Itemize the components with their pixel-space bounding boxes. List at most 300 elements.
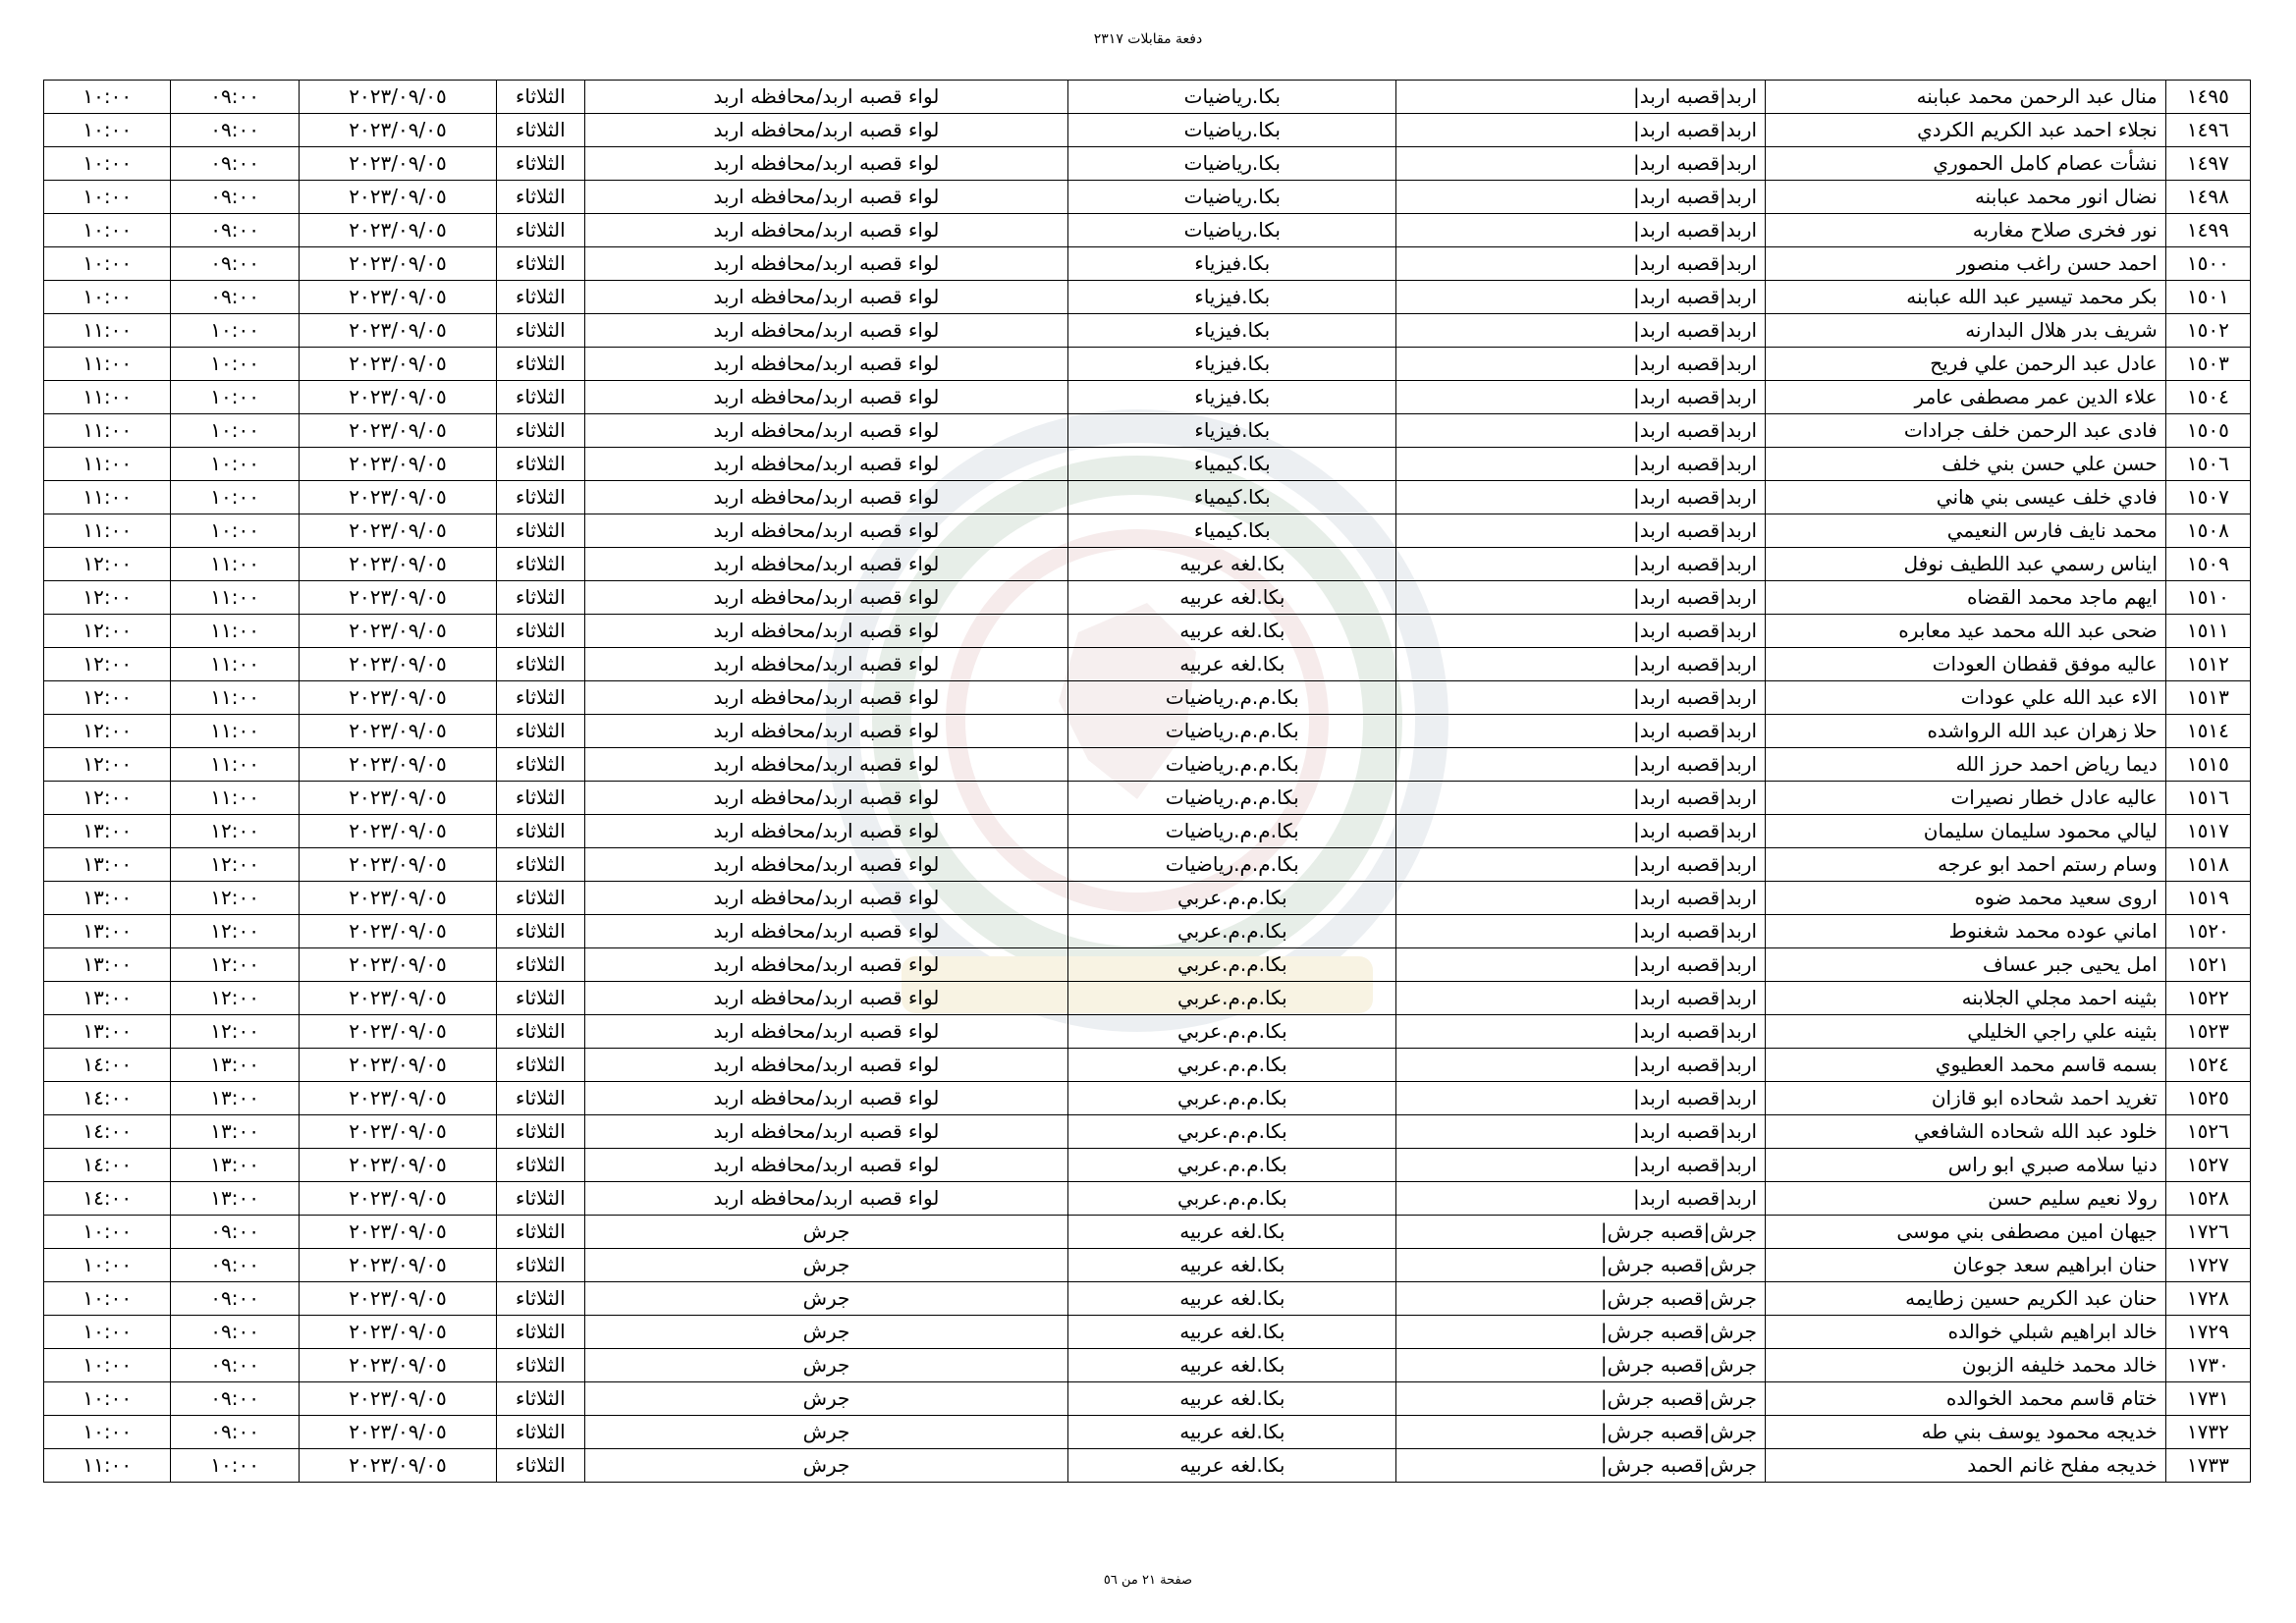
end-time-cell: ١٠:٠٠ — [44, 247, 171, 281]
table-row — [44, 1115, 2251, 1149]
district-cell: لواء قصبه اربد/محافظه اربد — [584, 581, 1068, 615]
start-time-cell: ٠٩:٠٠ — [171, 1382, 299, 1416]
date-cell: ٢٠٢٣/٠٩/٠٥ — [299, 648, 496, 681]
specialization-cell: بكا.لغه عربيه — [1068, 1282, 1396, 1316]
end-time-cell: ١٠:٠٠ — [44, 181, 171, 214]
district-cell: لواء قصبه اربد/محافظه اربد — [584, 481, 1068, 514]
district-cell: لواء قصبه اربد/محافظه اربد — [584, 114, 1068, 147]
table-row — [44, 214, 2251, 247]
day-cell: الثلاثاء — [497, 1149, 584, 1182]
table-row — [44, 1182, 2251, 1216]
district-cell: جرش — [584, 1449, 1068, 1483]
specialization-cell: بكا.رياضيات — [1068, 181, 1396, 214]
start-time-cell: ٠٩:٠٠ — [171, 1249, 299, 1282]
district-cell: لواء قصبه اربد/محافظه اربد — [584, 1049, 1068, 1082]
applicant-name-cell: عادل عبد الرحمن علي فريح — [1766, 348, 2166, 381]
end-time-cell: ١١:٠٠ — [44, 1449, 171, 1483]
end-time-cell: ١٣:٠٠ — [44, 882, 171, 915]
start-time-cell: ١٠:٠٠ — [171, 414, 299, 448]
residence-cell: اربد|قصبه اربد| — [1396, 782, 1766, 815]
serial-number-cell: ١٥٢١ — [2165, 948, 2250, 982]
date-cell: ٢٠٢٣/٠٩/٠٥ — [299, 181, 496, 214]
table-row — [44, 281, 2251, 314]
table-body — [44, 81, 2251, 1483]
residence-cell: اربد|قصبه اربد| — [1396, 1182, 1766, 1216]
table-row — [44, 715, 2251, 748]
start-time-cell: ١٠:٠٠ — [171, 314, 299, 348]
date-cell: ٢٠٢٣/٠٩/٠٥ — [299, 1115, 496, 1149]
table-row — [44, 1082, 2251, 1115]
serial-number-cell: ١٥٠٣ — [2165, 348, 2250, 381]
district-cell: لواء قصبه اربد/محافظه اربد — [584, 681, 1068, 715]
day-cell: الثلاثاء — [497, 1449, 584, 1483]
district-cell: لواء قصبه اربد/محافظه اربد — [584, 915, 1068, 948]
start-time-cell: ١٢:٠٠ — [171, 948, 299, 982]
serial-number-cell: ١٧٢٦ — [2165, 1216, 2250, 1249]
serial-number-cell: ١٥٠٠ — [2165, 247, 2250, 281]
day-cell: الثلاثاء — [497, 882, 584, 915]
table-row — [44, 81, 2251, 114]
table-row — [44, 1449, 2251, 1483]
day-cell: الثلاثاء — [497, 381, 584, 414]
serial-number-cell: ١٤٩٧ — [2165, 147, 2250, 181]
residence-cell: اربد|قصبه اربد| — [1396, 181, 1766, 214]
residence-cell: اربد|قصبه اربد| — [1396, 648, 1766, 681]
end-time-cell: ١١:٠٠ — [44, 448, 171, 481]
specialization-cell: بكا.م.م.عربي — [1068, 882, 1396, 915]
applicant-name-cell: ختام قاسم محمد الخوالده — [1766, 1382, 2166, 1416]
end-time-cell: ١٢:٠٠ — [44, 548, 171, 581]
applicant-name-cell: وسام رستم احمد ابو عرجه — [1766, 848, 2166, 882]
end-time-cell: ١١:٠٠ — [44, 514, 171, 548]
applicant-name-cell: اماني عوده محمد شغنوط — [1766, 915, 2166, 948]
table-row — [44, 882, 2251, 915]
end-time-cell: ١٤:٠٠ — [44, 1182, 171, 1216]
residence-cell: اربد|قصبه اربد| — [1396, 481, 1766, 514]
start-time-cell: ١٠:٠٠ — [171, 1449, 299, 1483]
district-cell: لواء قصبه اربد/محافظه اربد — [584, 214, 1068, 247]
serial-number-cell: ١٧٣١ — [2165, 1382, 2250, 1416]
date-cell: ٢٠٢٣/٠٩/٠٥ — [299, 448, 496, 481]
day-cell: الثلاثاء — [497, 1282, 584, 1316]
table-row — [44, 481, 2251, 514]
serial-number-cell: ١٥١٦ — [2165, 782, 2250, 815]
district-cell: لواء قصبه اربد/محافظه اربد — [584, 782, 1068, 815]
serial-number-cell: ١٧٣٠ — [2165, 1349, 2250, 1382]
day-cell: الثلاثاء — [497, 481, 584, 514]
table-row — [44, 181, 2251, 214]
serial-number-cell: ١٥٠٩ — [2165, 548, 2250, 581]
applicant-name-cell: نور فخرى صلاح مغاربه — [1766, 214, 2166, 247]
serial-number-cell: ١٥٠٧ — [2165, 481, 2250, 514]
date-cell: ٢٠٢٣/٠٩/٠٥ — [299, 1149, 496, 1182]
residence-cell: اربد|قصبه اربد| — [1396, 214, 1766, 247]
applicant-name-cell: حنان عبد الكريم حسين زطايمه — [1766, 1282, 2166, 1316]
serial-number-cell: ١٥١٩ — [2165, 882, 2250, 915]
start-time-cell: ٠٩:٠٠ — [171, 81, 299, 114]
end-time-cell: ١٢:٠٠ — [44, 782, 171, 815]
day-cell: الثلاثاء — [497, 1049, 584, 1082]
table-row — [44, 514, 2251, 548]
start-time-cell: ١٣:٠٠ — [171, 1082, 299, 1115]
residence-cell: اربد|قصبه اربد| — [1396, 615, 1766, 648]
date-cell: ٢٠٢٣/٠٩/٠٥ — [299, 681, 496, 715]
specialization-cell: بكا.لغه عربيه — [1068, 615, 1396, 648]
date-cell: ٢٠٢٣/٠٩/٠٥ — [299, 514, 496, 548]
start-time-cell: ٠٩:٠٠ — [171, 1216, 299, 1249]
serial-number-cell: ١٤٩٥ — [2165, 81, 2250, 114]
applicant-name-cell: اروى سعيد محمد ضوه — [1766, 882, 2166, 915]
specialization-cell: بكا.م.م.رياضيات — [1068, 848, 1396, 882]
start-time-cell: ١١:٠٠ — [171, 748, 299, 782]
specialization-cell: بكا.فيزياء — [1068, 414, 1396, 448]
residence-cell: اربد|قصبه اربد| — [1396, 1082, 1766, 1115]
specialization-cell: بكا.فيزياء — [1068, 381, 1396, 414]
specialization-cell: بكا.رياضيات — [1068, 214, 1396, 247]
residence-cell: اربد|قصبه اربد| — [1396, 1149, 1766, 1182]
serial-number-cell: ١٥١٢ — [2165, 648, 2250, 681]
end-time-cell: ١٤:٠٠ — [44, 1049, 171, 1082]
day-cell: الثلاثاء — [497, 147, 584, 181]
table-row — [44, 948, 2251, 982]
start-time-cell: ١١:٠٠ — [171, 581, 299, 615]
serial-number-cell: ١٥١٤ — [2165, 715, 2250, 748]
day-cell: الثلاثاء — [497, 114, 584, 147]
serial-number-cell: ١٥٢٨ — [2165, 1182, 2250, 1216]
day-cell: الثلاثاء — [497, 1015, 584, 1049]
date-cell: ٢٠٢٣/٠٩/٠٥ — [299, 81, 496, 114]
specialization-cell: بكا.م.م.عربي — [1068, 948, 1396, 982]
date-cell: ٢٠٢٣/٠٩/٠٥ — [299, 147, 496, 181]
serial-number-cell: ١٥١٧ — [2165, 815, 2250, 848]
district-cell: لواء قصبه اربد/محافظه اربد — [584, 348, 1068, 381]
table-row — [44, 147, 2251, 181]
day-cell: الثلاثاء — [497, 214, 584, 247]
residence-cell: اربد|قصبه اربد| — [1396, 247, 1766, 281]
end-time-cell: ١٣:٠٠ — [44, 815, 171, 848]
specialization-cell: بكا.م.م.رياضيات — [1068, 681, 1396, 715]
applicant-name-cell: بثينه احمد مجلي الجلابنه — [1766, 982, 2166, 1015]
district-cell: جرش — [584, 1249, 1068, 1282]
start-time-cell: ١٣:٠٠ — [171, 1049, 299, 1082]
date-cell: ٢٠٢٣/٠٩/٠٥ — [299, 782, 496, 815]
start-time-cell: ١٢:٠٠ — [171, 915, 299, 948]
date-cell: ٢٠٢٣/٠٩/٠٥ — [299, 882, 496, 915]
end-time-cell: ١٣:٠٠ — [44, 915, 171, 948]
start-time-cell: ١١:٠٠ — [171, 615, 299, 648]
end-time-cell: ١٠:٠٠ — [44, 1282, 171, 1316]
district-cell: لواء قصبه اربد/محافظه اربد — [584, 982, 1068, 1015]
specialization-cell: بكا.م.م.عربي — [1068, 1115, 1396, 1149]
applicant-name-cell: امل يحيى جبر عساف — [1766, 948, 2166, 982]
residence-cell: اربد|قصبه اربد| — [1396, 514, 1766, 548]
applicant-name-cell: بكر محمد تيسير عبد الله عبابنه — [1766, 281, 2166, 314]
date-cell: ٢٠٢٣/٠٩/٠٥ — [299, 1349, 496, 1382]
day-cell: الثلاثاء — [497, 1082, 584, 1115]
end-time-cell: ١٤:٠٠ — [44, 1082, 171, 1115]
residence-cell: اربد|قصبه اربد| — [1396, 548, 1766, 581]
serial-number-cell: ١٥٠٦ — [2165, 448, 2250, 481]
residence-cell: اربد|قصبه اربد| — [1396, 1115, 1766, 1149]
specialization-cell: بكا.كيمياء — [1068, 514, 1396, 548]
table-row — [44, 748, 2251, 782]
applicant-name-cell: شريف بدر هلال البدارنه — [1766, 314, 2166, 348]
applicant-name-cell: علاء الدين عمر مصطفى عامر — [1766, 381, 2166, 414]
start-time-cell: ٠٩:٠٠ — [171, 1282, 299, 1316]
day-cell: الثلاثاء — [497, 348, 584, 381]
table-row — [44, 1149, 2251, 1182]
residence-cell: اربد|قصبه اربد| — [1396, 915, 1766, 948]
applicant-name-cell: خالد ابراهيم شبلي خوالده — [1766, 1316, 2166, 1349]
specialization-cell: بكا.م.م.عربي — [1068, 1149, 1396, 1182]
residence-cell: اربد|قصبه اربد| — [1396, 1015, 1766, 1049]
residence-cell: اربد|قصبه اربد| — [1396, 681, 1766, 715]
residence-cell: اربد|قصبه اربد| — [1396, 114, 1766, 147]
start-time-cell: ٠٩:٠٠ — [171, 214, 299, 247]
day-cell: الثلاثاء — [497, 581, 584, 615]
end-time-cell: ١٢:٠٠ — [44, 715, 171, 748]
district-cell: لواء قصبه اربد/محافظه اربد — [584, 882, 1068, 915]
table-row — [44, 681, 2251, 715]
date-cell: ٢٠٢٣/٠٩/٠٥ — [299, 815, 496, 848]
end-time-cell: ١١:٠٠ — [44, 481, 171, 514]
date-cell: ٢٠٢٣/٠٩/٠٥ — [299, 1382, 496, 1416]
residence-cell: اربد|قصبه اربد| — [1396, 1049, 1766, 1082]
serial-number-cell: ١٥١٨ — [2165, 848, 2250, 882]
day-cell: الثلاثاء — [497, 915, 584, 948]
end-time-cell: ١١:٠٠ — [44, 348, 171, 381]
table-row — [44, 247, 2251, 281]
table-row — [44, 982, 2251, 1015]
district-cell: لواء قصبه اربد/محافظه اربد — [584, 181, 1068, 214]
day-cell: الثلاثاء — [497, 414, 584, 448]
applicant-name-cell: دنيا سلامه صبري ابو راس — [1766, 1149, 2166, 1182]
end-time-cell: ١٣:٠٠ — [44, 982, 171, 1015]
district-cell: لواء قصبه اربد/محافظه اربد — [584, 548, 1068, 581]
end-time-cell: ١١:٠٠ — [44, 381, 171, 414]
date-cell: ٢٠٢٣/٠٩/٠٥ — [299, 1249, 496, 1282]
serial-number-cell: ١٧٣٢ — [2165, 1416, 2250, 1449]
district-cell: لواء قصبه اربد/محافظه اربد — [584, 1115, 1068, 1149]
specialization-cell: بكا.م.م.عربي — [1068, 1049, 1396, 1082]
residence-cell: اربد|قصبه اربد| — [1396, 81, 1766, 114]
serial-number-cell: ١٥١٠ — [2165, 581, 2250, 615]
applicant-name-cell: محمد نايف فارس النعيمي — [1766, 514, 2166, 548]
day-cell: الثلاثاء — [497, 948, 584, 982]
specialization-cell: بكا.م.م.رياضيات — [1068, 748, 1396, 782]
residence-cell: جرش|قصبه جرش| — [1396, 1316, 1766, 1349]
table-row — [44, 1349, 2251, 1382]
specialization-cell: بكا.رياضيات — [1068, 114, 1396, 147]
district-cell: لواء قصبه اربد/محافظه اربد — [584, 147, 1068, 181]
start-time-cell: ١٢:٠٠ — [171, 1015, 299, 1049]
specialization-cell: بكا.كيمياء — [1068, 481, 1396, 514]
table-row — [44, 414, 2251, 448]
start-time-cell: ١٣:٠٠ — [171, 1115, 299, 1149]
end-time-cell: ١٢:٠٠ — [44, 681, 171, 715]
end-time-cell: ١٠:٠٠ — [44, 1249, 171, 1282]
end-time-cell: ١٠:٠٠ — [44, 214, 171, 247]
start-time-cell: ١١:٠٠ — [171, 782, 299, 815]
specialization-cell: بكا.فيزياء — [1068, 281, 1396, 314]
start-time-cell: ١٢:٠٠ — [171, 815, 299, 848]
day-cell: الثلاثاء — [497, 848, 584, 882]
table-row — [44, 448, 2251, 481]
applicant-name-cell: ايهم ماجد محمد القضاه — [1766, 581, 2166, 615]
end-time-cell: ١٣:٠٠ — [44, 948, 171, 982]
date-cell: ٢٠٢٣/٠٩/٠٥ — [299, 348, 496, 381]
district-cell: لواء قصبه اربد/محافظه اربد — [584, 748, 1068, 782]
serial-number-cell: ١٤٩٩ — [2165, 214, 2250, 247]
table-row — [44, 782, 2251, 815]
district-cell: لواء قصبه اربد/محافظه اربد — [584, 1182, 1068, 1216]
specialization-cell: بكا.رياضيات — [1068, 81, 1396, 114]
serial-number-cell: ١٥٢٠ — [2165, 915, 2250, 948]
residence-cell: جرش|قصبه جرش| — [1396, 1349, 1766, 1382]
date-cell: ٢٠٢٣/٠٩/٠٥ — [299, 982, 496, 1015]
start-time-cell: ١٣:٠٠ — [171, 1182, 299, 1216]
serial-number-cell: ١٥١٣ — [2165, 681, 2250, 715]
applicant-name-cell: ديما رياض احمد حرز الله — [1766, 748, 2166, 782]
table-row — [44, 381, 2251, 414]
table-row — [44, 1249, 2251, 1282]
end-time-cell: ١٠:٠٠ — [44, 281, 171, 314]
residence-cell: اربد|قصبه اربد| — [1396, 448, 1766, 481]
day-cell: الثلاثاء — [497, 715, 584, 748]
residence-cell: اربد|قصبه اربد| — [1396, 815, 1766, 848]
date-cell: ٢٠٢٣/٠٩/٠٥ — [299, 1316, 496, 1349]
serial-number-cell: ١٥٢٢ — [2165, 982, 2250, 1015]
start-time-cell: ٠٩:٠٠ — [171, 181, 299, 214]
district-cell: جرش — [584, 1382, 1068, 1416]
date-cell: ٢٠٢٣/٠٩/٠٥ — [299, 414, 496, 448]
end-time-cell: ١٠:٠٠ — [44, 114, 171, 147]
serial-number-cell: ١٥١١ — [2165, 615, 2250, 648]
applicant-name-cell: خديجه محمود يوسف بني طه — [1766, 1416, 2166, 1449]
end-time-cell: ١١:٠٠ — [44, 414, 171, 448]
day-cell: الثلاثاء — [497, 81, 584, 114]
serial-number-cell: ١٥١٥ — [2165, 748, 2250, 782]
date-cell: ٢٠٢٣/٠٩/٠٥ — [299, 1449, 496, 1483]
district-cell: لواء قصبه اربد/محافظه اربد — [584, 81, 1068, 114]
day-cell: الثلاثاء — [497, 615, 584, 648]
district-cell: لواء قصبه اربد/محافظه اربد — [584, 414, 1068, 448]
end-time-cell: ١٠:٠٠ — [44, 1316, 171, 1349]
date-cell: ٢٠٢٣/٠٩/٠٥ — [299, 1416, 496, 1449]
start-time-cell: ١٠:٠٠ — [171, 448, 299, 481]
specialization-cell: بكا.فيزياء — [1068, 348, 1396, 381]
specialization-cell: بكا.لغه عربيه — [1068, 1449, 1396, 1483]
date-cell: ٢٠٢٣/٠٩/٠٥ — [299, 114, 496, 147]
start-time-cell: ١٠:٠٠ — [171, 348, 299, 381]
residence-cell: اربد|قصبه اربد| — [1396, 848, 1766, 882]
end-time-cell: ١٠:٠٠ — [44, 1349, 171, 1382]
table-row — [44, 648, 2251, 681]
table-row — [44, 348, 2251, 381]
start-time-cell: ٠٩:٠٠ — [171, 114, 299, 147]
specialization-cell: بكا.كيمياء — [1068, 448, 1396, 481]
applicant-name-cell: منال عبد الرحمن محمد عبابنه — [1766, 81, 2166, 114]
date-cell: ٢٠٢٣/٠٩/٠٥ — [299, 214, 496, 247]
table-row — [44, 114, 2251, 147]
day-cell: الثلاثاء — [497, 548, 584, 581]
date-cell: ٢٠٢٣/٠٩/٠٥ — [299, 581, 496, 615]
applicant-name-cell: نشأت عصام كامل الحموري — [1766, 147, 2166, 181]
residence-cell: اربد|قصبه اربد| — [1396, 982, 1766, 1015]
end-time-cell: ١٢:٠٠ — [44, 748, 171, 782]
district-cell: لواء قصبه اربد/محافظه اربد — [584, 1082, 1068, 1115]
specialization-cell: بكا.لغه عربيه — [1068, 548, 1396, 581]
start-time-cell: ١٠:٠٠ — [171, 481, 299, 514]
residence-cell: اربد|قصبه اربد| — [1396, 948, 1766, 982]
district-cell: جرش — [584, 1416, 1068, 1449]
residence-cell: اربد|قصبه اربد| — [1396, 882, 1766, 915]
district-cell: لواء قصبه اربد/محافظه اربد — [584, 381, 1068, 414]
serial-number-cell: ١٥٢٦ — [2165, 1115, 2250, 1149]
day-cell: الثلاثاء — [497, 448, 584, 481]
start-time-cell: ١١:٠٠ — [171, 648, 299, 681]
serial-number-cell: ١٥٠١ — [2165, 281, 2250, 314]
start-time-cell: ١٣:٠٠ — [171, 1149, 299, 1182]
serial-number-cell: ١٥٠٨ — [2165, 514, 2250, 548]
table-row — [44, 915, 2251, 948]
end-time-cell: ١٠:٠٠ — [44, 1382, 171, 1416]
specialization-cell: بكا.م.م.رياضيات — [1068, 715, 1396, 748]
applicant-name-cell: احمد حسن راغب منصور — [1766, 247, 2166, 281]
specialization-cell: بكا.فيزياء — [1068, 314, 1396, 348]
applicant-name-cell: خلود عبد الله شحاده الشافعي — [1766, 1115, 2166, 1149]
specialization-cell: بكا.م.م.رياضيات — [1068, 815, 1396, 848]
applicant-name-cell: جيهان امين مصطفى بني موسى — [1766, 1216, 2166, 1249]
specialization-cell: بكا.م.م.عربي — [1068, 1015, 1396, 1049]
day-cell: الثلاثاء — [497, 815, 584, 848]
table-row — [44, 314, 2251, 348]
page-title: دفعة مقابلات ٢٣١٧ — [1093, 31, 1203, 47]
end-time-cell: ١٢:٠٠ — [44, 581, 171, 615]
district-cell: لواء قصبه اربد/محافظه اربد — [584, 648, 1068, 681]
specialization-cell: بكا.م.م.عربي — [1068, 1082, 1396, 1115]
district-cell: لواء قصبه اربد/محافظه اربد — [584, 448, 1068, 481]
end-time-cell: ١٢:٠٠ — [44, 615, 171, 648]
specialization-cell: بكا.م.م.عربي — [1068, 1182, 1396, 1216]
date-cell: ٢٠٢٣/٠٩/٠٥ — [299, 548, 496, 581]
date-cell: ٢٠٢٣/٠٩/٠٥ — [299, 615, 496, 648]
table-row — [44, 1282, 2251, 1316]
residence-cell: اربد|قصبه اربد| — [1396, 281, 1766, 314]
date-cell: ٢٠٢٣/٠٩/٠٥ — [299, 247, 496, 281]
residence-cell: اربد|قصبه اربد| — [1396, 581, 1766, 615]
day-cell: الثلاثاء — [497, 748, 584, 782]
applicant-name-cell: ايناس رسمي عبد اللطيف نوفل — [1766, 548, 2166, 581]
table-row — [44, 1316, 2251, 1349]
day-cell: الثلاثاء — [497, 1182, 584, 1216]
residence-cell: اربد|قصبه اربد| — [1396, 715, 1766, 748]
district-cell: لواء قصبه اربد/محافظه اربد — [584, 615, 1068, 648]
serial-number-cell: ١٧٣٣ — [2165, 1449, 2250, 1483]
table-row — [44, 1015, 2251, 1049]
specialization-cell: بكا.لغه عربيه — [1068, 1349, 1396, 1382]
specialization-cell: بكا.لغه عربيه — [1068, 581, 1396, 615]
day-cell: الثلاثاء — [497, 1349, 584, 1382]
applicant-name-cell: تغريد احمد شحاده ابو قازان — [1766, 1082, 2166, 1115]
residence-cell: جرش|قصبه جرش| — [1396, 1282, 1766, 1316]
start-time-cell: ١٠:٠٠ — [171, 381, 299, 414]
district-cell: جرش — [584, 1349, 1068, 1382]
specialization-cell: بكا.رياضيات — [1068, 147, 1396, 181]
end-time-cell: ١٣:٠٠ — [44, 848, 171, 882]
date-cell: ٢٠٢٣/٠٩/٠٥ — [299, 1082, 496, 1115]
serial-number-cell: ١٥٠٢ — [2165, 314, 2250, 348]
